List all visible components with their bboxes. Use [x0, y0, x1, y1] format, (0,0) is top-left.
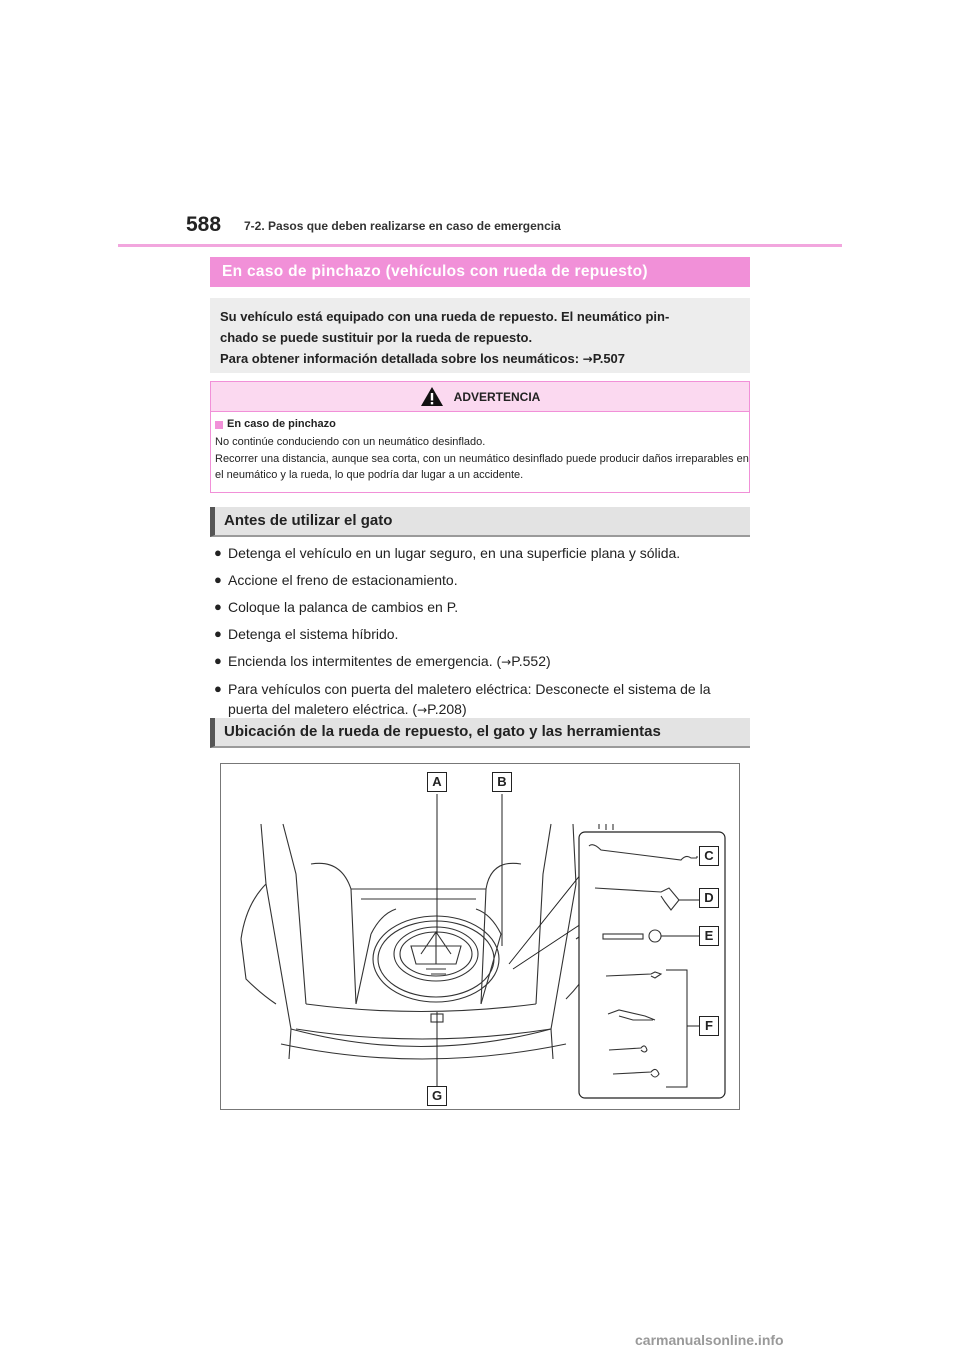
warning-triangle-icon: [420, 386, 444, 407]
arrow-icon: →: [501, 655, 512, 669]
watermark: carmanualsonline.info: [635, 1332, 784, 1348]
spare-tire-figure: [220, 763, 740, 1110]
intro-page-ref[interactable]: P.507: [592, 351, 626, 366]
list-item-label: Accione el freno de estacionamiento.: [228, 572, 458, 588]
list-item: [214, 679, 750, 720]
callout-label-g: G: [427, 1086, 447, 1106]
arrow-icon: →: [417, 703, 428, 717]
warning-header: [211, 382, 749, 412]
warning-body: [211, 412, 749, 483]
warning-subhead: [215, 417, 749, 433]
list-item-label: Encienda los intermitentes de emergencia. (: [228, 653, 502, 669]
arrow-icon: →: [582, 352, 593, 366]
bullet-list: [214, 543, 750, 727]
bullet-dot-icon: ●: [214, 681, 222, 696]
callout-label-b: B: [492, 772, 512, 792]
list-item-label: Detenga el vehículo en un lugar seguro, en una superficie plana y sólida.: [228, 545, 681, 561]
bullet-dot-icon: ●: [214, 572, 222, 587]
bullet-dot-icon: ●: [214, 599, 222, 614]
callout-label-c: C: [699, 846, 719, 866]
callout-label-f: F: [699, 1016, 719, 1036]
warning-box: [210, 381, 750, 493]
list-item-text: [228, 543, 750, 563]
square-bullet-icon: [215, 421, 223, 429]
intro-box: [210, 298, 750, 373]
warning-text: No continúe conduciendo con un neumático desinflado.: [215, 435, 486, 448]
warning-text: Recorrer una distancia, aunque sea corta, con un neumático desinflado puede producir daños irreparables en el neumático y la rueda, lo que podría dar lugar a un accidente.: [215, 453, 749, 481]
list-item-text: [228, 570, 750, 590]
intro-line: [220, 348, 738, 370]
callout-label-a: A: [427, 772, 447, 792]
section-heading-spare-location: Ubicación de la rueda de repuesto, el gato y las herramientas: [210, 718, 750, 748]
list-item-label: Detenga el sistema híbrido.: [228, 626, 399, 642]
callout-label-e: E: [699, 926, 719, 946]
list-item-label: Para vehículos con puerta del maletero eléctrica: Desconecte el sistema de la puerta del maletero eléctrica. (: [228, 681, 711, 717]
callout-label-d: D: [699, 888, 719, 908]
warning-label: ADVERTENCIA: [453, 389, 541, 404]
page-number: 588: [186, 213, 222, 236]
header-rule: [118, 244, 842, 247]
intro-line: Su vehículo está equipado con una rueda de repuesto. El neumático pin-: [220, 309, 670, 324]
chapter-title: 7-2. Pasos que deben realizarse en caso de emergencia: [244, 219, 561, 233]
list-item: [214, 543, 750, 563]
warning-subhead-text: En caso de pinchazo: [227, 418, 336, 430]
page-ref-link[interactable]: P.552): [511, 653, 551, 669]
page-ref-link[interactable]: P.208): [427, 701, 467, 717]
list-item-text: [228, 679, 750, 720]
list-item: [214, 624, 750, 644]
list-item: [214, 570, 750, 590]
list-item: [214, 651, 750, 672]
list-item: [214, 597, 750, 617]
bullet-dot-icon: ●: [214, 653, 222, 668]
list-item-label: Coloque la palanca de cambios en P.: [228, 599, 459, 615]
intro-line-text: Para obtener información detallada sobre los neumáticos:: [220, 351, 583, 366]
list-item-text: [228, 651, 750, 672]
intro-line: chado se puede sustituir por la rueda de repuesto.: [220, 330, 533, 345]
bullet-dot-icon: ●: [214, 545, 222, 560]
section-title-bar: En caso de pinchazo (vehículos con rueda de repuesto): [210, 257, 750, 287]
list-item-text: [228, 624, 750, 644]
section-heading-before-jack: Antes de utilizar el gato: [210, 507, 750, 537]
bullet-dot-icon: ●: [214, 626, 222, 641]
trunk-illustration: [221, 764, 741, 1111]
list-item-text: [228, 597, 750, 617]
